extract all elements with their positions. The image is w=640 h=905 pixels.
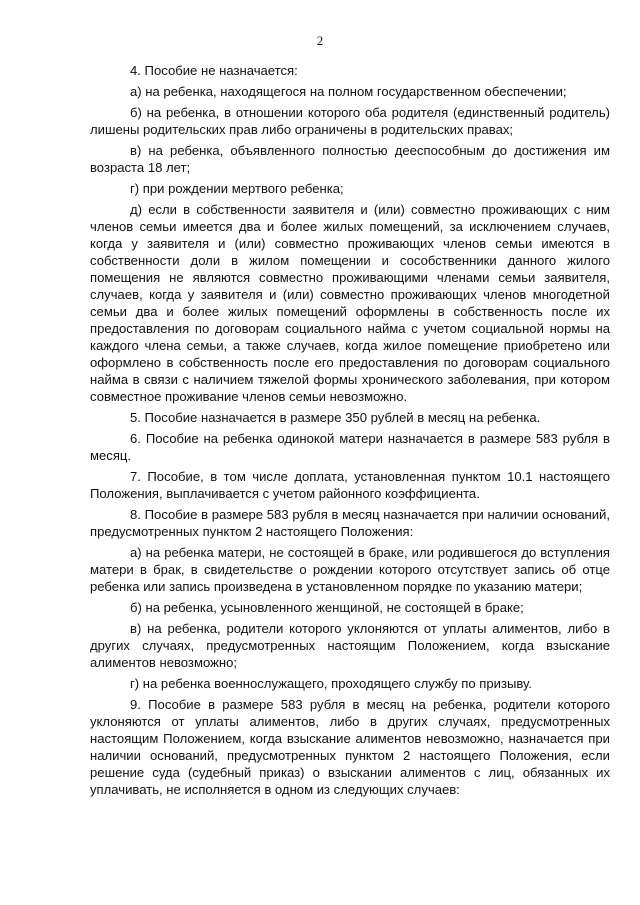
paragraph-9: 9. Пособие в размере 583 рубля в месяц на ребенка, родители которого уклоняются от уплаты алиментов, либо в других случаях, предусмотренных настоящим Положением, когда взыскание алиментов невозможно, назначается при наличии оснований, предусмотренных пунктом 2 настоящего Положения, если решение суда (судебный приказ) о взыскании алиментов с лиц, обязанных их уплачивать, не исполняется в одном из следующих случаев: <box>90 697 610 797</box>
paragraph-6: 6. Пособие на ребенка одинокой матери назначается в размере 583 рубля в месяц. <box>90 431 610 463</box>
page-number: 2 <box>316 33 324 48</box>
paragraph-8b: б) на ребенка, усыновленного женщиной, не состоящей в браке; <box>130 600 524 615</box>
paragraph-8-heading: 8. Пособие в размере 583 рубля в месяц назначается при наличии оснований, предусмотренных пунктом 2 настоящего Положения: <box>90 507 610 539</box>
paragraph-8a: а) на ребенка матери, не состоящей в браке, или родившегося до вступления матери в брак, в свидетельстве о рождении которого отсутствует запись об отце ребенка или запись произведена в установленном порядке по указанию матери; <box>90 545 610 594</box>
paragraph-5: 5. Пособие назначается в размере 350 рублей в месяц на ребенка. <box>130 410 541 425</box>
paragraph-4v: в) на ребенка, объявленного полностью дееспособным до достижения им возраста 18 лет; <box>90 143 610 175</box>
paragraph-7: 7. Пособие, в том числе доплата, установленная пунктом 10.1 настоящего Положения, выплачивается с учетом районного коэффициента. <box>90 469 610 501</box>
paragraph-4b: б) на ребенка, в отношении которого оба родителя (единственный родитель) лишены родительских прав либо ограничены в родительских правах; <box>90 105 610 137</box>
paragraph-8g: г) на ребенка военнослужащего, проходящего службу по призыву. <box>130 676 532 691</box>
paragraph-4-heading: 4. Пособие не назначается: <box>130 63 298 78</box>
paragraph-4a: а) на ребенка, находящегося на полном государственном обеспечении; <box>130 84 567 99</box>
paragraph-4d: д) если в собственности заявителя и (или) совместно проживающих с ним членов семьи имеется два и более жилых помещений, за исключением случаев, когда у заявителя и (или) совместно проживающих членов семьи имеются в собственности доли в жилом помещении и сособственники данного жилого помещения не являются совместно проживающими членами семьи заявителя, случаев, когда у заявителя и (или) совместно проживающих членов многодетной семьи два и более жилых помещений оформлены в собственность после их предоставления по договорам социального найма с учетом социальной нормы на каждого члена семьи, а также случаев, когда жилое помещение приобретено или оформлено в собственность после его предоставления по договорам социального найма в связи с наличием тяжелой формы хронического заболевания, при котором совместное проживание членов семьи невозможно. <box>90 202 610 404</box>
paragraph-8v: в) на ребенка, родители которого уклоняются от уплаты алиментов, либо в других случаях, предусмотренных настоящим Положением, когда взыскание алиментов невозможно; <box>90 621 610 670</box>
paragraph-4g: г) при рождении мертвого ребенка; <box>130 181 344 196</box>
document-body <box>90 62 610 802</box>
